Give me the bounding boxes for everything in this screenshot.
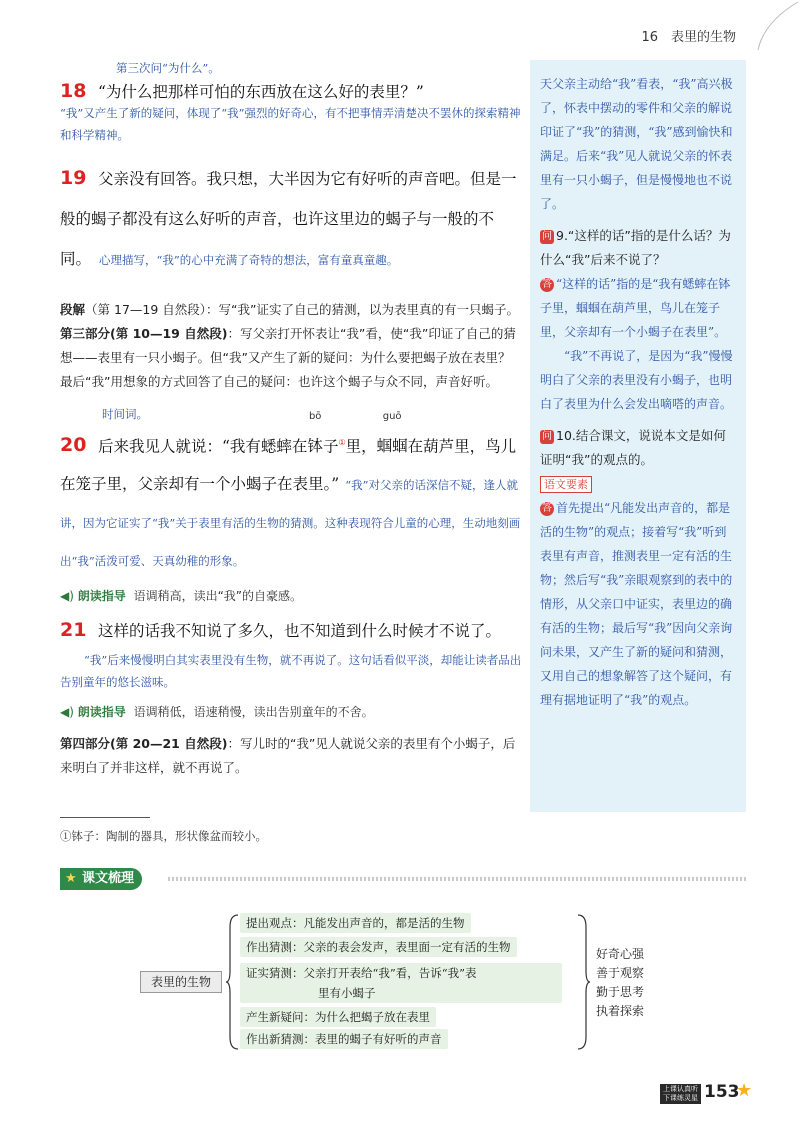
section-title: ★ 课文梳理 (60, 868, 142, 890)
speaker-icon: ◀) (60, 589, 74, 604)
mind-map-branch: 产生新疑问：为什么把蝎子放在表里 (240, 1007, 436, 1027)
paragraph-21 (60, 612, 522, 693)
ruby-guo: guō 蝈蝈 (376, 411, 408, 456)
annotation: “我”又产生了新的疑问，体现了“我”强烈的好奇心，有不把事情弄清楚决不罢休的探索精神和科学精神。 (60, 106, 521, 142)
character-traits: 好奇心强 善于观察 勤于思考 执着探索 (596, 947, 645, 1018)
summary-label: 段解 (60, 302, 86, 317)
part-label: 第四部分 (60, 736, 111, 752)
page-header (0, 0, 800, 50)
mind-map-branch: 作出新猜测：表里的蝎子有好听的声音 (240, 1029, 448, 1049)
mind-map-root: 表里的生物 (140, 971, 222, 993)
side-intro: 天父亲主动给“我”看表，“我”高兴极了，怀表中摆动的零件和父亲的解说印证了“我”的猜测，“我”感到愉快和满足。后来“我”见人就说父亲的怀表里有一只小蝎子，但是慢慢地也不说了。 (540, 77, 733, 211)
mind-map-branch: 提出观点：凡能发出声音的，都是活的生物 (240, 913, 471, 933)
mind-map-branch: 作出猜测：父亲的表会发声，表里面一定有活的生物 (240, 937, 517, 957)
footnote: ①钵子：陶制的器具，形状像盆而较小。 (60, 829, 267, 843)
section-divider (168, 877, 748, 881)
paragraph-text: “为什么把那样可怕的东西放在这么好的表里？” (98, 83, 424, 101)
paragraph-number: 18 (60, 80, 87, 102)
side-notes-panel (530, 60, 746, 812)
reading-guide (60, 703, 522, 720)
star-icon: ★ (65, 871, 77, 886)
part-summary: 第三部分(第 10—19 自然段)：写父亲打开怀表让“我”看，使“我”印证了自己的猜想——表里有一只小蝎子。但“我”又产生了新的疑问：为什么要把蝎子放在表里？最后“我”用想象的方式回答了自己的疑问：也许这个蝎子与众不同，声音好听。 (60, 326, 516, 389)
ruby-bo: bō 钵 (307, 411, 323, 456)
annotation: “我”对父亲的话深信不疑，逢人就讲，因为它证实了“我”关于表里有活的生物的猜测。这种表现符合儿童的心理，生动地刻画出“我”活泼可爱、天真幼稚的形象。 (60, 478, 521, 569)
footnote-marker[interactable]: ① (338, 438, 346, 447)
section-header (60, 868, 750, 890)
page-curl-icon (754, 0, 800, 50)
paragraph-text: 这样的话我不知说了多久，也不知道到什么时候才不说了。 (98, 622, 502, 641)
guide-text: 语调稍低，语速稍慢，读出告别童年的不舍。 (133, 705, 374, 720)
page-number-badge (660, 1080, 753, 1104)
answer-badge-icon: 答 (542, 279, 552, 290)
guide-label: 朗读指导 (77, 589, 126, 604)
mind-map (130, 905, 690, 1055)
right-brace-icon (576, 913, 590, 1051)
question-9: 问 9.“这样的话”指的是什么话？为什么“我”后来不说了？ (540, 228, 731, 267)
annotation: 心理描写，“我”的心中充满了奇特的想法，富有童真童趣。 (99, 253, 399, 267)
question-badge-icon: 问 (542, 431, 552, 442)
above-annotation: 第三次问“为什么”。 (116, 61, 220, 75)
paragraph-number: 19 (60, 167, 87, 189)
answer-badge-icon: 答 (542, 503, 552, 514)
paragraph-text: 父亲没有回答。我只想，大半因为它有好听的声音吧。但是一般的蝎子都没有这么好听的声音，也许这里边的蝎子与一般的不同。 (60, 170, 517, 268)
question-10: 问 10.结合课文，说说本文是如何证明“我”的观点的。 (540, 428, 726, 467)
paragraph-18 (60, 52, 522, 148)
paragraph-19 (60, 158, 522, 286)
mind-map-branch: 证实猜测：父亲打开表给“我”看，告诉“我”表 里有小蝎子 (240, 963, 562, 1003)
section-summary: 段解（第 17—19 自然段）：写“我”证实了自己的猜测，以为表里真的有一只蝎子。 (60, 302, 519, 317)
paragraph-number: 20 (60, 434, 87, 457)
left-brace-icon (226, 913, 240, 1051)
speaker-icon: ◀) (60, 705, 74, 720)
main-column (60, 52, 522, 780)
page-number: 153 (704, 1082, 740, 1102)
annotation: “我”后来慢慢明白其实表里没有生物，就不再说了。这句话看似平淡，却能让读者品出告别童年的悠长滋味。 (60, 653, 522, 690)
page-slogan: 上课认真听 下课练灵星 (660, 1084, 701, 1104)
star-icon: ★ (736, 1080, 753, 1101)
answer-9: 答 “这样的话”指的是“我有蟋蟀在钵子里，蝈蝈在葫芦里，鸟儿在笼子里，父亲却有一个小蝎子在表里”。 “我”不再说了，是因为“我”慢慢明白了父亲的表里没有小蝎子，也明白了表里为什么会发出嘀嗒的声音。 (540, 277, 733, 411)
part-summary: 第四部分(第 20—21 自然段)：写儿时的“我”见人就说父亲的表里有个小蝎子，后来明白了并非这样，就不再说了。 (60, 736, 516, 776)
answer-10: 答 首先提出“凡能发出声音的，都是活的生物”的观点；接着写“我”听到表里有声音，推测表里一定有活的生物；然后写“我”亲眼观察到的表中的情形，从父亲口中证实，表里边的确有活的生物；最后写“我”因向父亲询问未果，又产生了新的疑问和猜测，又用自己的想象解答了这个疑问，有理有据地证明了“我”的观点。 (540, 501, 733, 707)
above-annotation: 时间词。 (102, 407, 148, 421)
question-badge-icon: 问 (542, 231, 552, 242)
part-label: 第三部分 (60, 326, 111, 341)
language-element-tag: 语文要素 (540, 476, 592, 493)
guide-label: 朗读指导 (77, 705, 126, 720)
guide-text: 语调稍高，读出“我”的自豪感。 (133, 589, 303, 604)
footnote-divider (60, 817, 150, 818)
paragraph-20: 时间词。 20 后来我见人就说：“我有蟋蟀在 bō 钵子①里， guō 蝈蝈在葫芦里，鸟儿在笼子里，父亲却有一个小蝎子在表里。” “我”对父亲的话深信不疑，逢人就讲，因为它证实了“我”关于表里有活的生物的猜测。这种表现符合儿童的心理，生动地刻画出“我”活泼可爱、天真幼稚的形象。 (60, 407, 521, 569)
paragraph-number: 21 (60, 619, 87, 642)
reading-guide (60, 587, 522, 604)
chapter-title: 16 表里的生物 (641, 30, 736, 45)
